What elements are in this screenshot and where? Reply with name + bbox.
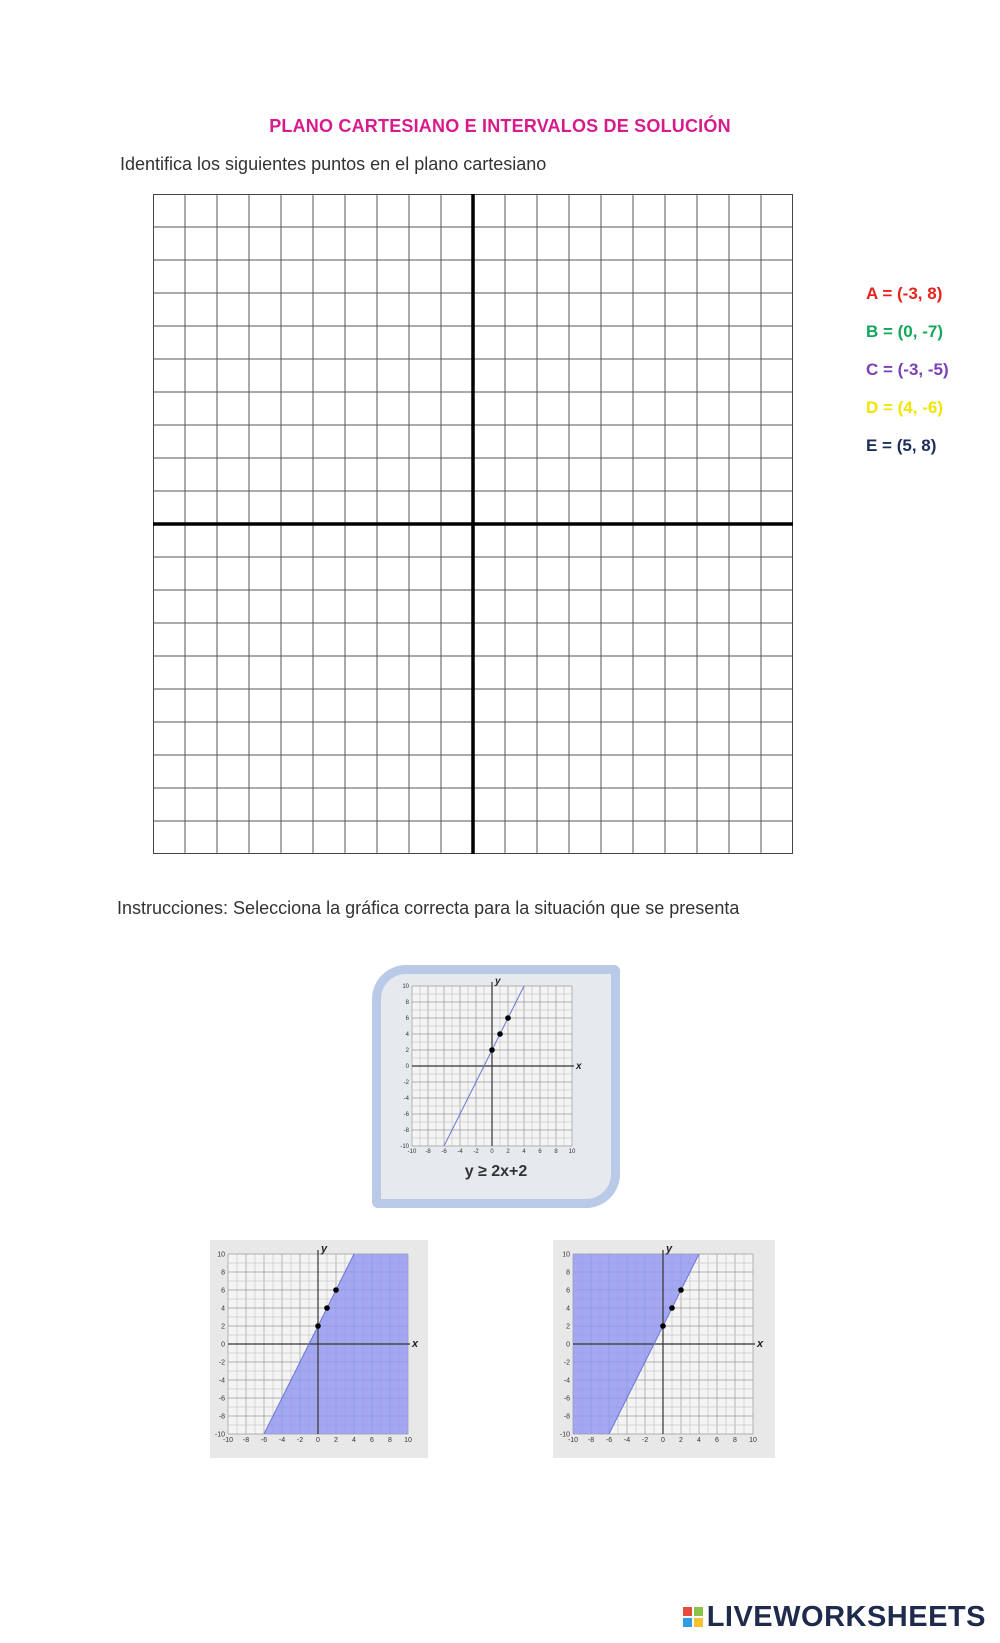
y-tick-label: -4 <box>218 1377 225 1385</box>
x-tick-label: 2 <box>679 1437 683 1444</box>
y-tick-label: 6 <box>221 1287 225 1295</box>
y-tick-label: 10 <box>562 1251 570 1259</box>
points-list <box>866 284 949 474</box>
y-axis-label: y <box>495 976 501 987</box>
cartesian-grid[interactable] <box>153 194 793 854</box>
x-tick-label: 2 <box>334 1437 338 1444</box>
x-tick-label: 0 <box>490 1149 494 1155</box>
y-tick-label: 8 <box>566 1269 570 1277</box>
x-tick-label: -2 <box>296 1437 304 1444</box>
option-2-graph <box>553 1240 775 1458</box>
x-axis-label: x <box>412 1338 419 1350</box>
x-tick-label: 10 <box>404 1437 412 1444</box>
y-tick-label: -4 <box>563 1377 570 1385</box>
x-tick-label: -8 <box>587 1437 595 1444</box>
subtitle: Identifica los siguientes puntos en el plano cartesiano <box>120 154 547 174</box>
y-tick-label: -6 <box>403 1112 409 1118</box>
y-tick-label: -10 <box>400 1144 409 1150</box>
x-tick-label: 8 <box>733 1437 737 1444</box>
x-tick-label: -4 <box>278 1437 286 1444</box>
x-tick-label: 8 <box>554 1149 558 1155</box>
y-tick-label: -2 <box>403 1080 409 1086</box>
y-tick-label: 10 <box>217 1251 225 1259</box>
x-tick-label: 4 <box>697 1437 701 1444</box>
answer-option-2[interactable] <box>553 1240 775 1463</box>
x-tick-label: -10 <box>567 1437 579 1444</box>
y-tick-label: -2 <box>563 1359 570 1367</box>
x-tick-label: 0 <box>316 1437 320 1444</box>
y-axis-label: y <box>666 1243 673 1255</box>
x-tick-label: -8 <box>242 1437 250 1444</box>
x-tick-label: -6 <box>441 1149 447 1155</box>
data-point <box>324 1305 330 1311</box>
x-tick-label: 10 <box>749 1437 757 1444</box>
footer-logo <box>683 1600 986 1634</box>
answer-option-1[interactable] <box>210 1240 428 1463</box>
problem-graph <box>390 970 600 1160</box>
brand-name: LIVEWORKSHEETS <box>706 1600 986 1633</box>
x-tick-label: 8 <box>388 1437 392 1444</box>
y-tick-label: -6 <box>218 1395 225 1403</box>
x-tick-label: -2 <box>473 1149 479 1155</box>
data-point <box>660 1323 666 1329</box>
y-tick-label: 2 <box>221 1323 225 1331</box>
x-tick-label: -4 <box>457 1149 463 1155</box>
x-tick-label: -2 <box>641 1437 649 1444</box>
y-tick-label: 4 <box>566 1305 570 1313</box>
x-axis-label: x <box>576 1061 582 1072</box>
y-tick-label: -2 <box>218 1359 225 1367</box>
x-tick-label: -8 <box>425 1149 431 1155</box>
data-point <box>333 1287 339 1293</box>
data-point <box>505 1015 511 1021</box>
point-d-label: D = (4, -6) <box>866 398 943 417</box>
y-tick-label: -8 <box>563 1413 570 1421</box>
y-tick-label: 4 <box>221 1305 225 1313</box>
y-tick-label: -10 <box>559 1431 570 1439</box>
logo-square <box>683 1607 692 1616</box>
x-tick-label: -10 <box>222 1437 234 1444</box>
x-tick-label: 6 <box>715 1437 719 1444</box>
y-tick-label: 2 <box>566 1323 570 1331</box>
data-point <box>315 1323 321 1329</box>
y-tick-label: 6 <box>566 1287 570 1295</box>
x-tick-label: 2 <box>506 1149 510 1155</box>
data-point <box>669 1305 675 1311</box>
y-tick-label: 4 <box>405 1032 409 1038</box>
y-tick-label: 10 <box>402 984 409 990</box>
x-tick-label: 4 <box>352 1437 356 1444</box>
y-tick-label: 0 <box>566 1341 570 1349</box>
y-tick-label: -8 <box>218 1413 225 1421</box>
x-tick-label: 6 <box>538 1149 542 1155</box>
x-tick-label: 10 <box>568 1149 576 1155</box>
x-axis-label: x <box>757 1338 764 1350</box>
y-tick-label: 2 <box>405 1048 409 1054</box>
logo-square <box>683 1618 692 1627</box>
x-tick-label: -6 <box>260 1437 268 1444</box>
x-tick-label: -6 <box>605 1437 613 1444</box>
y-tick-label: -8 <box>403 1128 409 1134</box>
logo-square <box>694 1618 703 1627</box>
point-c-label: C = (-3, -5) <box>866 360 949 379</box>
x-tick-label: -10 <box>407 1149 417 1155</box>
x-tick-label: 6 <box>370 1437 374 1444</box>
logo-icon <box>683 1607 703 1627</box>
y-axis-label: y <box>321 1243 328 1255</box>
problem-inequality: y ≥ 2x+2 <box>464 1163 528 1180</box>
point-b-label: B = (0, -7) <box>866 322 943 341</box>
y-tick-label: 0 <box>405 1064 409 1070</box>
x-tick-label: -4 <box>623 1437 631 1444</box>
logo-square <box>694 1607 703 1616</box>
y-tick-label: 8 <box>405 1000 409 1006</box>
data-point <box>497 1031 503 1037</box>
option-1-graph <box>210 1240 428 1458</box>
data-point <box>489 1047 495 1053</box>
point-e-label: E = (5, 8) <box>866 436 937 455</box>
y-tick-label: 8 <box>221 1269 225 1277</box>
problem-graph-wrap <box>390 970 600 1165</box>
point-a-label: A = (-3, 8) <box>866 284 943 303</box>
y-tick-label: -10 <box>214 1431 225 1439</box>
instructions: Instrucciones: Selecciona la gráfica correcta para la situación que se presenta <box>117 898 740 918</box>
y-tick-label: 0 <box>221 1341 225 1349</box>
y-tick-label: 6 <box>405 1016 409 1022</box>
page-title: PLANO CARTESIANO E INTERVALOS DE SOLUCIÓN <box>269 116 731 136</box>
y-tick-label: -6 <box>563 1395 570 1403</box>
data-point <box>678 1287 684 1293</box>
x-tick-label: 0 <box>661 1437 665 1444</box>
y-tick-label: -4 <box>403 1096 409 1102</box>
x-tick-label: 4 <box>522 1149 526 1155</box>
